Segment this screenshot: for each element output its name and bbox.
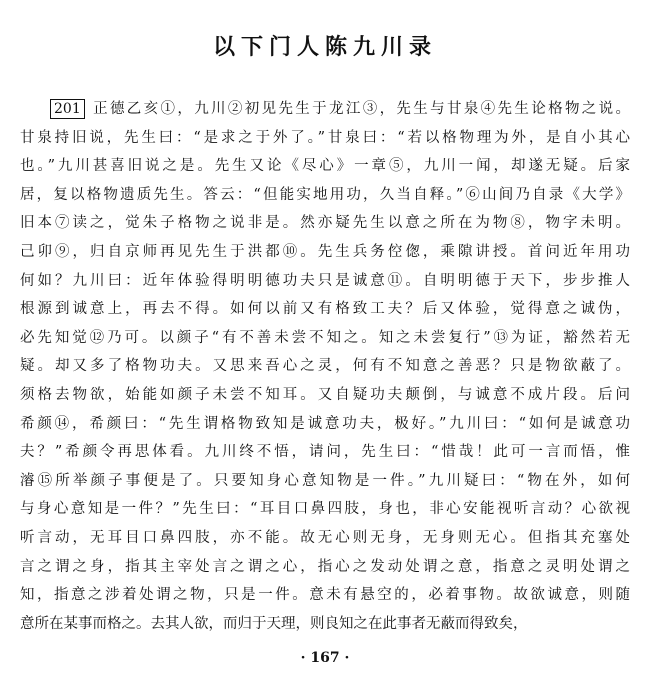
text-line: 希颜⑭，希颜曰：“先生谓格物致知是诚意功夫，极好。”九川曰：“如何是诚意功: [20, 415, 630, 432]
text-line: 意所在某事而格之。去其人欲，而归于天理，则良知之在此事者无蔽而得致矣，: [20, 615, 528, 632]
text-line: 知，指意之涉着处谓之物，只是一件。意未有悬空的，必着事物。故欲诚意，则随: [20, 587, 630, 604]
page-number: · 167 ·: [300, 650, 350, 666]
text-line: 己卯⑨，归自京师再见先生于洪都⑩。先生兵务倥偬，乘隙讲授。首问近年用功: [20, 243, 630, 260]
text-line: 言之谓之身，指其主宰处言之谓之心，指心之发动处谓之意，指意之灵明处谓之: [20, 558, 630, 575]
text-line: 旧本⑦读之，觉朱子格物之说非是。然亦疑先生以意之所在为物⑧，物字未明。: [20, 215, 630, 232]
body-text: [20, 95, 630, 638]
text-line: 何如？九川曰：近年体验得明明德功夫只是诚意⑪。自明明德于天下，步步推人: [20, 272, 630, 289]
section-number-box: 201: [50, 99, 85, 119]
text-line: 夫？”希颜令再思体看。九川终不悟，请问，先生曰：“惜哉！此可一言而悟，惟: [20, 444, 630, 461]
text-line: 听言动，无耳目口鼻四肢，亦不能。故无心则无身，无身则无心。但指其充塞处: [20, 529, 630, 546]
text-line: 也。”九川甚喜旧说之是。先生又论《尽心》一章⑤，九川一闻，却遂无疑。后家: [20, 158, 630, 175]
text-line: 疑。却又多了格物功夫。又思来吾心之灵，何有不知意之善恶？只是物欲蔽了。: [20, 358, 630, 375]
page-title: 以下门人陈九川录: [212, 35, 437, 60]
text-line: [20, 95, 630, 124]
text-line: 与身心意知是一件？”先生曰：“耳目口鼻四肢，身也，非心安能视听言动？心欲视: [20, 501, 630, 518]
text-line: 濬⑮所举颜子事便是了。只要知身心意知物是一件。”九川疑曰：“物在外，如何: [20, 472, 630, 489]
text-line: 居，复以格物遗质先生。答云：“但能实地用功，久当自释。”⑥山间乃自录《大学》: [20, 186, 630, 203]
text-line: 须格去物欲，始能如颜子未尝不知耳。又自疑功夫颠倒，与诚意不成片段。后问: [20, 386, 630, 403]
text-line-content: 正德乙亥①，九川②初见先生于龙江③，先生与甘泉④先生论格物之说。: [90, 101, 630, 117]
text-line: 必先知觉⑫乃可。以颜子“有不善未尝不知之。知之未尝复行”⑬为证，豁然若无: [20, 329, 630, 346]
text-line: 甘泉持旧说，先生曰：“是求之于外了。”甘泉曰：“若以格物理为外，是自小其心: [20, 129, 630, 146]
text-line: 根源到诚意上，再去不得。如何以前又有格致工夫？后又体验，觉得意之诚伪，: [20, 301, 630, 318]
